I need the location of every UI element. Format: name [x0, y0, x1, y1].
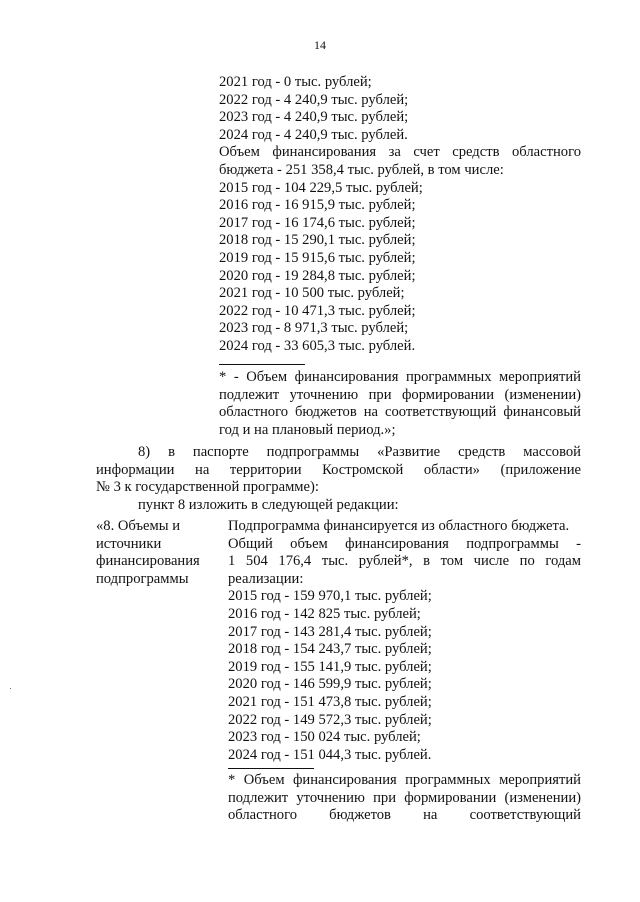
list-item: 2023 год - 8 971,3 тыс. рублей;	[219, 320, 409, 337]
list-item: 2015 год - 104 229,5 тыс. рублей;	[219, 179, 423, 196]
content-line: 1 504 176,4 тыс. рублей*, в том числе по годам	[228, 553, 581, 570]
list-item: 2018 год - 154 243,7 тыс. рублей;	[228, 641, 432, 658]
content-line: Общий объем финансирования подпрограммы -	[228, 535, 581, 552]
content-line: Подпрограмма финансируется из областного бюджета.	[228, 518, 570, 534]
scan-speck	[10, 688, 11, 689]
list-item: 2018 год - 15 290,1 тыс. рублей;	[219, 232, 416, 249]
footnote-line: * Объем финансирования программных мероприятий	[228, 772, 581, 788]
list-item: 2017 год - 16 174,6 тыс. рублей;	[219, 214, 416, 231]
list-item: 2020 год - 19 284,8 тыс. рублей;	[219, 267, 416, 284]
regional-intro-line: Объем финансирования за счет средств областного	[219, 144, 581, 161]
list-item: 2019 год - 15 915,6 тыс. рублей;	[219, 249, 416, 266]
paragraph-line: № 3 к государственной программе):	[96, 479, 319, 496]
list-item: 2022 год - 149 572,3 тыс. рублей;	[228, 711, 432, 728]
list-item: 2024 год - 33 605,3 тыс. рублей.	[219, 337, 416, 354]
list-item: 2015 год - 159 970,1 тыс. рублей;	[228, 588, 432, 605]
label-line: финансирования	[96, 553, 200, 570]
footnote-line: подлежит уточнению при формировании (изменении)	[219, 386, 581, 403]
list-item: 2021 год - 0 тыс. рублей;	[219, 74, 372, 90]
paragraph-line: 8) в паспорте подпрограммы «Развитие средств массовой	[138, 444, 581, 460]
table-row-label	[96, 518, 221, 588]
page-number: 14	[314, 38, 326, 52]
list-item: 2017 год - 143 281,4 тыс. рублей;	[228, 623, 432, 640]
paragraph-line: пункт 8 изложить в следующей редакции:	[138, 496, 399, 513]
footnote-1	[219, 369, 581, 439]
footnote-line: областного бюджетов на соответствующий	[228, 807, 581, 824]
table-row-content	[228, 518, 581, 764]
footnote-divider	[228, 768, 314, 769]
footnote-2	[228, 772, 581, 825]
footnote-line: областного бюджетов на соответствующий финансовый	[219, 404, 581, 421]
list-item: 2022 год - 10 471,3 тыс. рублей;	[219, 302, 416, 319]
paragraph-line: информации на территории Костромской области» (приложение	[96, 461, 581, 478]
footnote-line: год и на плановый период.»;	[219, 421, 396, 438]
list-item: 2024 год - 4 240,9 тыс. рублей.	[219, 126, 408, 143]
list-item: 2024 год - 151 044,3 тыс. рублей.	[228, 746, 432, 763]
content-line: реализации:	[228, 570, 304, 587]
footnote-line: подлежит уточнению при формировании (изменении)	[228, 789, 581, 806]
label-line: подпрограммы	[96, 570, 189, 587]
list-item: 2021 год - 151 473,8 тыс. рублей;	[228, 693, 432, 710]
label-line: источники	[96, 535, 162, 552]
list-item: 2022 год - 4 240,9 тыс. рублей;	[219, 91, 409, 108]
list-item: 2023 год - 150 024 тыс. рублей;	[228, 729, 421, 746]
list-item: 2020 год - 146 599,9 тыс. рублей;	[228, 676, 432, 693]
funding-block-top	[219, 74, 581, 356]
label-line: «8. Объемы и	[96, 518, 181, 534]
list-item: 2023 год - 4 240,9 тыс. рублей;	[219, 109, 409, 126]
list-item: 2016 год - 16 915,9 тыс. рублей;	[219, 197, 416, 214]
list-item: 2019 год - 155 141,9 тыс. рублей;	[228, 658, 432, 675]
list-item: 2016 год - 142 825 тыс. рублей;	[228, 605, 421, 622]
item-8-paragraph	[96, 444, 581, 514]
list-item: 2021 год - 10 500 тыс. рублей;	[219, 285, 405, 302]
footnote-divider	[219, 364, 305, 365]
footnote-line: * - Объем финансирования программных мероприятий	[219, 369, 581, 385]
regional-intro-line: бюджета - 251 358,4 тыс. рублей, в том числе:	[219, 161, 504, 178]
